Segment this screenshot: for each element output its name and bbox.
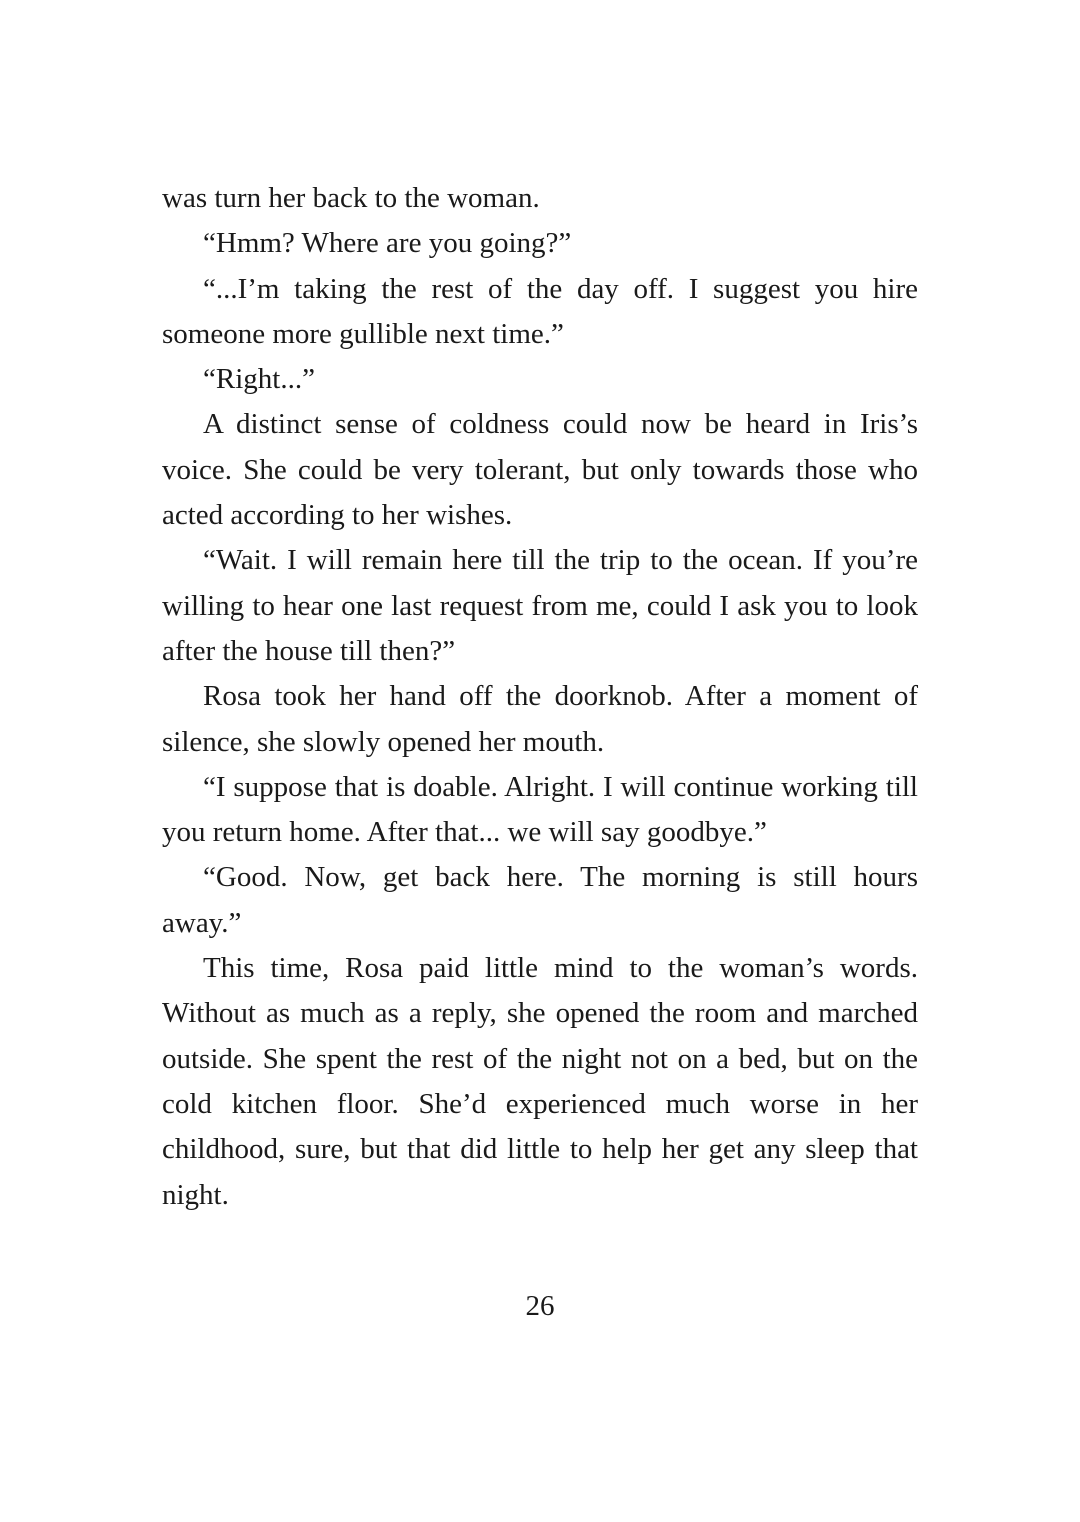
paragraph: “I suppose that is doable. Alright. I will continue working till you return home. After that... we will say goodbye.” [162,770,918,849]
paragraph: “Right...” [203,363,315,396]
paragraph: This time, Rosa paid little mind to the woman’s words. Without as much as a reply, she opened the room and marched outside. She spent the rest of the night not on a bed, but on the cold kitchen floor. She’d experienced much worse in her childhood, sure, but that did little to help her get any sleep that night. [162,952,918,1211]
paragraph: “...I’m taking the rest of the day off. I suggest you hire someone more gullible next time.” [162,272,918,350]
paragraph: “Wait. I will remain here till the trip to the ocean. If you’re willing to hear one last request from me, could I ask you to look after the house till then?” [162,544,918,667]
paragraph: A distinct sense of coldness could now be heard in Iris’s voice. She could be very tolerant, but only towards those who acted according to her wishes. [162,408,918,532]
paragraph: Rosa took her hand off the doorknob. After a moment of silence, she slowly opened her mouth. [162,680,918,758]
paragraph: “Good. Now, get back here. The morning is still hours away.” [162,861,918,939]
body-text [162,176,918,1218]
page-number: 26 [525,1290,555,1322]
paragraph: was turn her back to the woman. [162,182,540,214]
paragraph: “Hmm? Where are you going?” [203,227,572,260]
